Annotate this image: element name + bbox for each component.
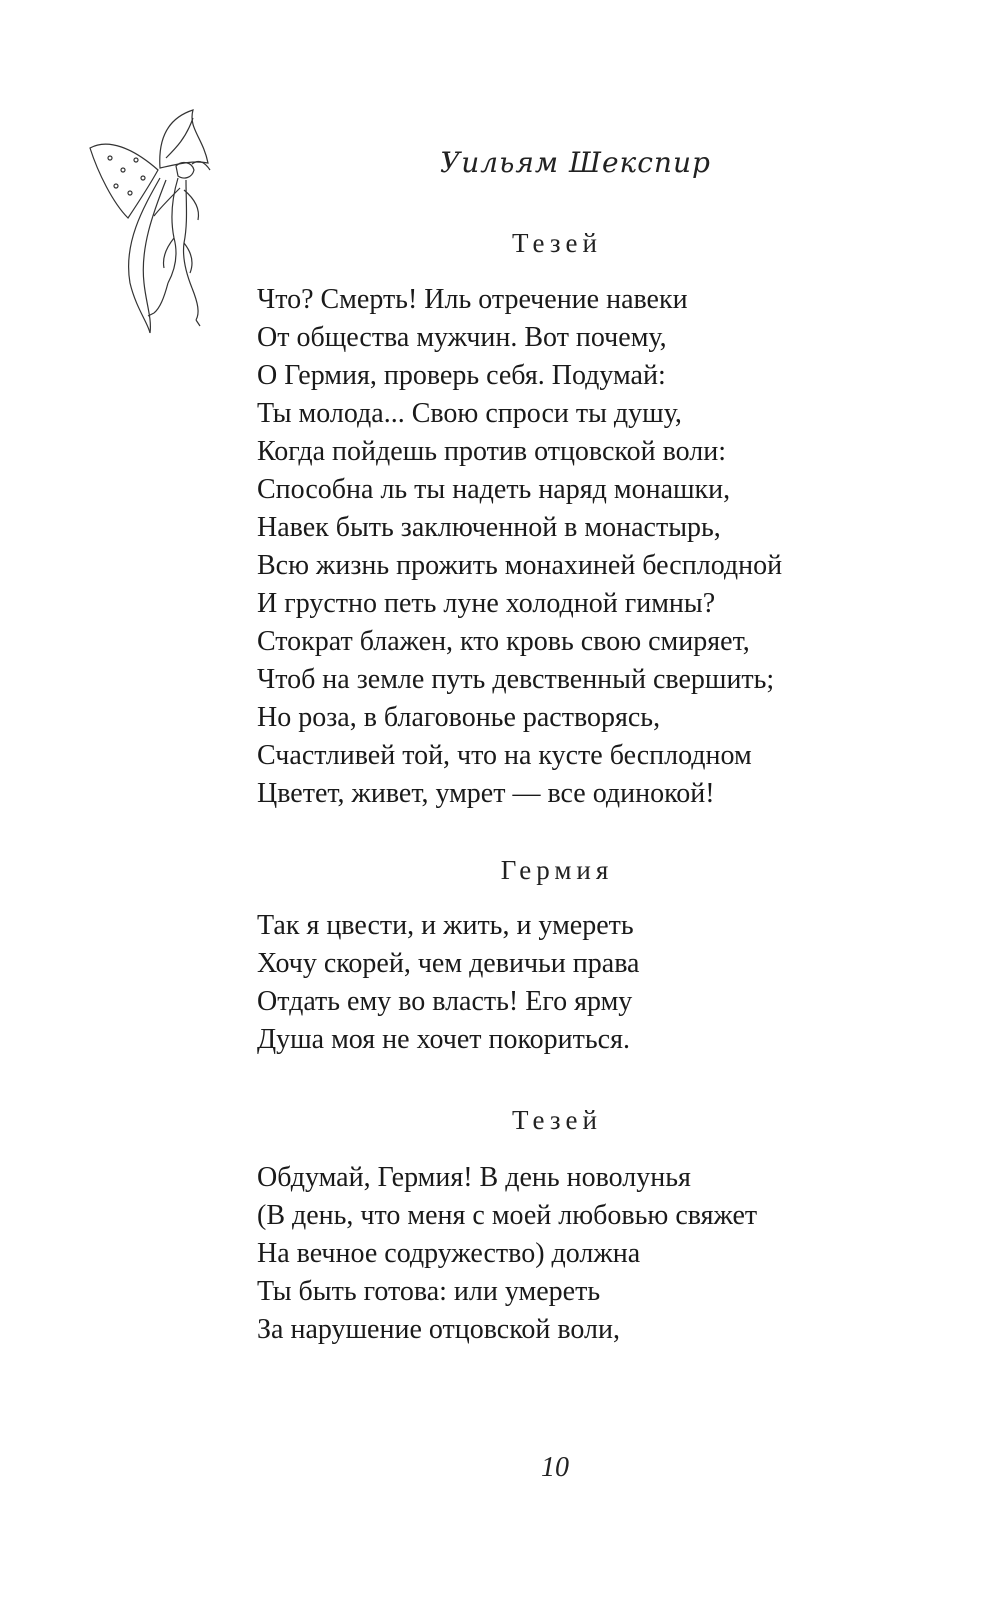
verse-line: От общества мужчин. Вот почему, [257,322,667,353]
verse-line: Душа моя не хочет покориться. [257,1024,630,1055]
verse-line: Но роза, в благовонье растворясь, [257,702,661,733]
verse-line: И грустно петь луне холодной гимны? [257,588,716,619]
fairy-illustration [88,108,238,338]
verse-line: Так я цвести, и жить, и умереть [257,910,634,941]
verse-line: Ты молода... Свою спроси ты душу, [257,398,682,429]
verse-block [257,281,957,813]
verse-line: Счастливей той, что на кусте бесплодном [257,740,752,771]
verse-block [257,907,957,1059]
verse-line: Навек быть заключенной в монастырь, [257,512,721,543]
page-number: 10 [541,1452,569,1483]
verse-line: За нарушение отцовской воли, [257,1314,621,1345]
speaker-name: Гермия [500,855,614,885]
verse-line: Ты быть готова: или умереть [257,1276,601,1307]
speaker-name: Тезей [512,1105,602,1135]
verse-line: Стократ блажен, кто кровь свою смиряет, [257,626,750,657]
verse-line: Обдумай, Гермия! В день новолунья [257,1162,691,1193]
verse-line: Отдать ему во власть! Его ярму [257,986,633,1017]
speaker-name: Тезей [512,228,602,258]
verse-line: Хочу скорей, чем девичьи права [257,948,640,979]
running-head: Уильям Шекспир [440,146,711,179]
verse-line: Когда пойдешь против отцовской воли: [257,436,726,467]
verse-line: О Гермия, проверь себя. Подумай: [257,360,666,391]
verse-line: Цветет, живет, умрет — все одинокой! [257,778,715,809]
verse-line: (В день, что меня с моей любовью свяжет [257,1200,758,1231]
verse-line: Всю жизнь прожить монахиней бесплодной [257,550,783,581]
verse-line: Что? Смерть! Иль отречение навеки [257,284,688,315]
verse-block [257,1159,957,1349]
verse-line: На вечное содружество) должна [257,1238,641,1269]
verse-line: Чтоб на земле путь девственный свершить; [257,664,775,695]
verse-line: Способна ль ты надеть наряд монашки, [257,474,731,505]
